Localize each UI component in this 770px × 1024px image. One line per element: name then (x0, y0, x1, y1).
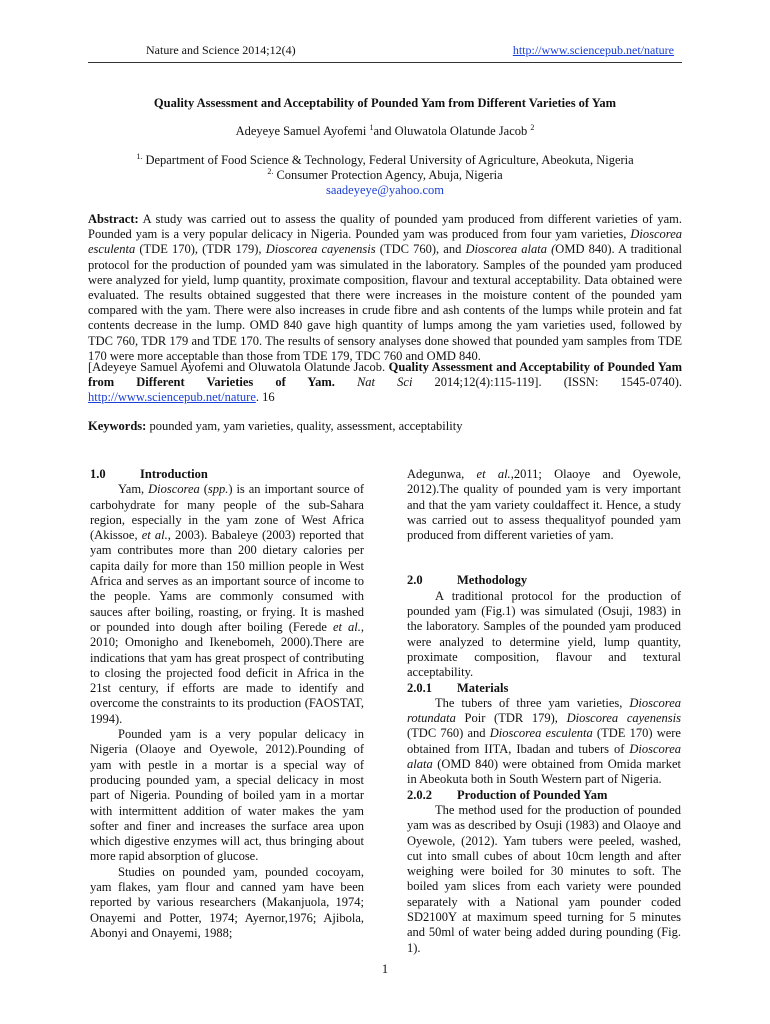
affiliation-2-mark: 2. (267, 166, 274, 176)
intro-paragraph-4 (407, 467, 681, 543)
text-run: ) is an important source of carbohydrate for many people of the sub-Sahara region, especially in the yam zone of West Africa (Akissoe, (90, 482, 365, 543)
keywords (88, 419, 682, 434)
paper-title: Quality Assessment and Acceptability of Pounded Yam from Different Varieties of Yam (153, 96, 617, 110)
author-line (88, 124, 682, 139)
spacer (407, 558, 681, 573)
materials-paragraph (407, 696, 681, 788)
text-run: Yam, (118, 482, 149, 497)
citation-journal: Nat Sci (334, 375, 413, 390)
abstract-text-3: (TDC 760), and (375, 242, 466, 257)
text-run: , 2010; Omonigho and Ikenebomeh, 2000).There are indications that yam has great prospect of contributing to closing the projected food deficit in Africa in the 21st century, if efforts are made to identify and overcome the constraints to its production (FAOSTAT, 1994). (90, 619, 364, 726)
section-heading-introduction (90, 467, 364, 482)
section-title: Methodology (457, 573, 528, 588)
subsection-heading-materials (407, 681, 681, 696)
intro-paragraph-2: Pounded yam is a very popular delicacy in Nigeria (Olaoye and Oyewole, 2012).Pounding of yam with pestle in a mortar is a special way of producing pounded yam, a special delicacy in most part of Nigeria. Pounding of boiled yam in a mortar with intermittent addition of water makes the yam softer and finer and increases the surface area upon which digestive enzymes will act, thus bringing about more rapid absorption of glucose. (90, 727, 364, 864)
citation-tail: . 16 (255, 390, 275, 405)
species-name: Dioscorea (148, 482, 200, 497)
affiliation-1-text: Department of Food Science & Technology, Federal University of Agriculture, Abeokuta, Nigeria (145, 153, 634, 167)
text-run: (OMD 840) were obtained from Omida market in Abeokuta both in South Western part of Nigeria. (407, 757, 681, 787)
affiliation-1 (88, 153, 682, 168)
right-column (407, 467, 681, 956)
text-run: (TDE 170) were obtained from IITA, Ibadan and tubers of (407, 726, 681, 756)
species-cayenensis: Dioscorea cayenensis (265, 242, 376, 257)
species-name: Dioscorea esculenta (489, 726, 593, 741)
keywords-text: pounded yam, yam varieties, quality, assessment, acceptability (146, 419, 463, 433)
intro-paragraph-1 (90, 482, 364, 727)
affiliation-2-text: Consumer Protection Agency, Abuja, Nigeria (276, 168, 503, 182)
et-al: et al. (141, 528, 168, 543)
methodology-paragraph: A traditional protocol for the production of pounded yam (Fig.1) was simulated (Osuji, 1983) in the laboratory. Samples of the pounded yam produced were analyzed to determine yield, lump quantity, proximate composition, flavour and textural acceptability. (407, 588, 681, 680)
intro-paragraph-3: Studies on pounded yam, pounded cocoyam, yam flakes, yam flour and canned yam have been reported by various researchers (Makanjuola, 1974; Onayemi and Potter, 1974; Ayernor,1976; Ajibola, Abonyi and Onayemi, 1988; (90, 864, 364, 940)
abstract-text-1: A study was carried out to assess the quality of pounded yam produced from different varieties of yam. Pounded yam is a very popular delicacy in Nigeria. Pounded yam was produced from four yam varieties, (88, 212, 682, 242)
subsection-number: 2.0.1 (407, 680, 432, 695)
author-2-mark: 2 (530, 122, 535, 132)
production-paragraph: The method used for the production of pounded yam was as described by Osuji (1983) and Olaoye and Oyewole, (2012). Yam tubers were peeled, washed, cut into small cubes of about 10cm length and after weighing were boiled for 30 minutes to soft. The boiled yam slices from each variety were pounded separately with a National yam pounder coded SD2100Y at maximum speed turning for 5 minutes and 50ml of water being added during pounding (Fig. 1). (407, 802, 681, 955)
subsection-title: Production of Pounded Yam (457, 787, 608, 802)
text-run: The tubers of three yam varieties, (435, 695, 630, 710)
author-1: Adeyeye Samuel Ayofemi (235, 124, 367, 138)
species-name: Dioscorea cayenensis (566, 711, 681, 726)
abstract-label: Abstract: (88, 212, 139, 226)
journal-name: Nature and Science 2014;12(4) (146, 43, 296, 57)
text-run: Adegunwa, (407, 467, 477, 481)
author-2: and Oluwatola Olatunde Jacob (373, 124, 528, 138)
subsection-title: Materials (457, 680, 509, 695)
keywords-label: Keywords: (88, 419, 147, 433)
citation-title: Quality Assessment and Acceptability of Pounded Yam from Different Varieties of Yam. (88, 360, 683, 390)
species-name: Dioscorea alata (407, 741, 681, 772)
affiliation-2 (88, 168, 682, 183)
et-al: et al. (332, 619, 361, 634)
text-run: Poir (TDR 179), (455, 711, 567, 726)
species-name: spp. (207, 482, 229, 497)
species-name: Dioscorea rotundata (407, 695, 681, 726)
left-column (90, 467, 364, 941)
author-1-mark: 1 (369, 122, 374, 132)
page-number: 1 (381, 962, 389, 976)
section-number: 2.0 (407, 573, 423, 588)
contact-email[interactable]: saadeyeye@yahoo.com (325, 183, 445, 197)
spacer (407, 543, 681, 558)
subsection-heading-production (407, 788, 681, 803)
text-run: (TDC 760) and (407, 726, 490, 741)
journal-url-link[interactable]: http://www.sciencepub.net/nature (512, 43, 674, 57)
affiliation-1-mark: 1. (136, 151, 143, 161)
abstract-text-2: (TDE 170), (TDR 179), (135, 242, 266, 257)
section-number: 1.0 (90, 467, 106, 481)
text-run: , 2003). Babaleye (2003) reported that yam contributes more than 200 dietary calories per capita daily for more than 150 million people in West Africa and serves as an important source of income to the people. Yams are commonly consumed with sauces after boiling, roasting, or frying. It is mashed or pounded into dough after boiling (Ferede (90, 528, 364, 634)
section-title: Introduction (140, 467, 208, 481)
text-run: ,2011; Olaoye and Oyewole, 2012).The quality of pounded yam is very important and that the yam variety couldaffect it. Hence, a study was carried out to assess thequalityof pounded yam produced from different varieties of yam. (407, 467, 682, 543)
text-run: ( (199, 482, 208, 497)
et-al: et al. (476, 467, 511, 481)
species-alata: Dioscorea alata ( (465, 242, 556, 257)
species-esculenta: Dioscorea esculenta (88, 227, 682, 257)
citation (88, 360, 682, 406)
citation-url-link[interactable]: http://www.sciencepub.net/nature (88, 390, 256, 405)
citation-authors: [Adeyeye Samuel Ayofemi and Oluwatola Olatunde Jacob. (88, 360, 389, 374)
running-header (88, 40, 682, 63)
abstract-text-4: OMD 840). A traditional protocol for the production of pounded yam was simulated in the laboratory. Samples of the pounded yam produced were analyzed for yield, lump quantity, proximate composition, flavour and textural acceptability. Data obtained were evaluated. The results obtained suggested that there were increases in the moisture content of the pounded yam compared with the yam. There were also increases in crude fibre and ash contents of the lumps while protein and fat contents decrease in the lump. OMD 840 gave high quantity of lumps among the yam varieties used, followed by TDC 760, TDR 179 and TDE 170. The results of sensory analyses done showed that pounded yam samples from TDE 170 were more acceptable than those from TDE 179, TDC 760 and OMD 840. (88, 242, 682, 363)
abstract (88, 212, 682, 364)
subsection-number: 2.0.2 (407, 787, 432, 802)
citation-details: 2014;12(4):115-119]. (ISSN: 1545-0740). (412, 375, 682, 390)
section-heading-methodology (407, 573, 681, 588)
